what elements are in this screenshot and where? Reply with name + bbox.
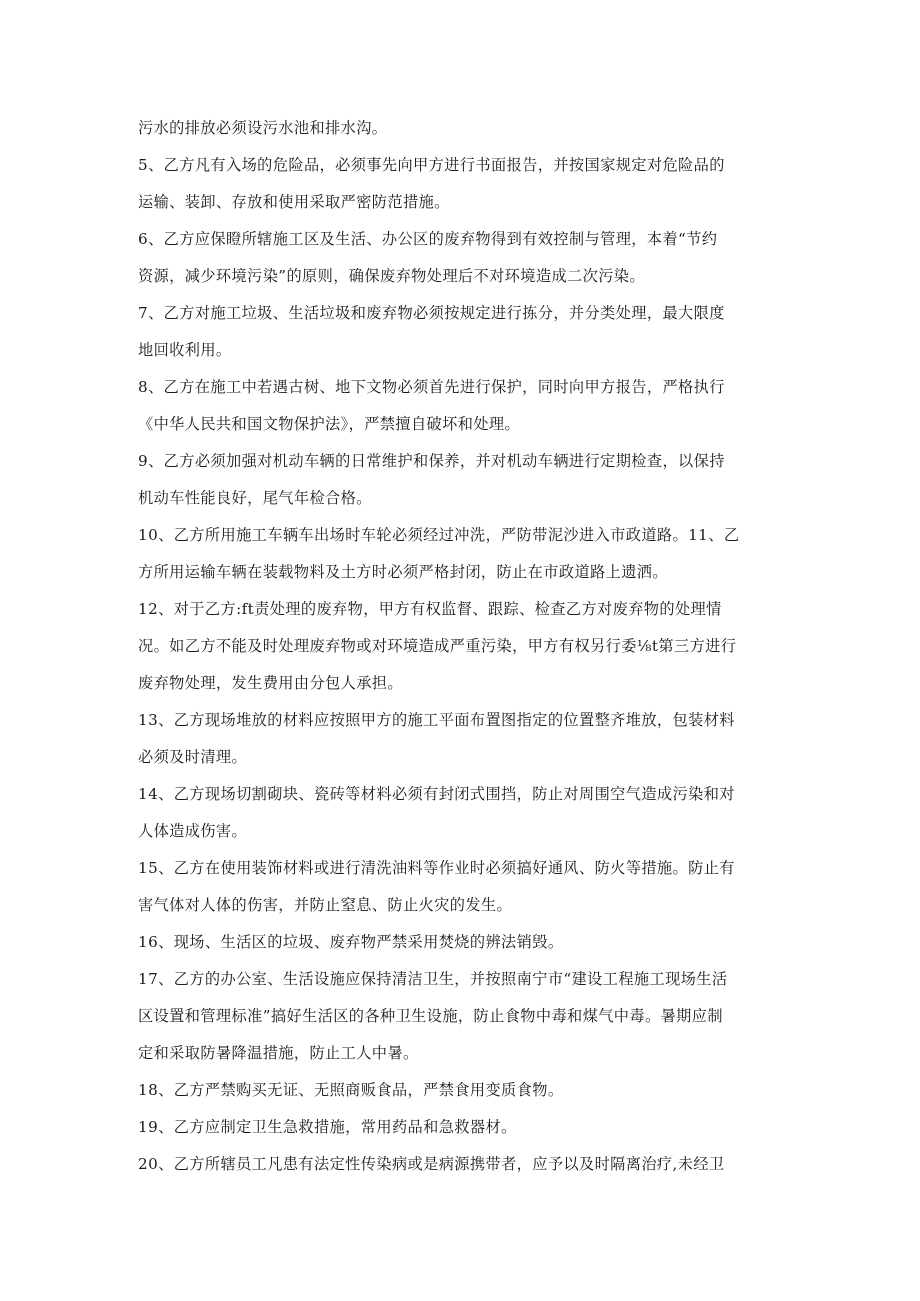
text-line: 18、乙方严禁购买无证、无照商贩食品，严禁食用变质食物。 bbox=[138, 1081, 564, 1099]
text-line: 15、乙方在使用装饰材料或进行清洗油料等作业时必须搞好通风、防火等措施。防止有 bbox=[138, 859, 735, 877]
text-line: 14、乙方现场切割砌块、瓷砖等材料必须有封闭式围挡，防止对周围空气造成污染和对 bbox=[138, 785, 735, 803]
text-line: 方所用运输车辆在装载物料及土方时必须严格封闭，防止在市政道路上遗洒。 bbox=[138, 563, 668, 581]
text-line: 必须及时清理。 bbox=[138, 748, 248, 766]
text-line: 7、乙方对施工垃圾、生活垃圾和废弃物必须按规定进行拣分，并分类处理，最大限度 bbox=[138, 304, 725, 322]
text-line: 况。如乙方不能及时处理废弃物或对环境造成严重污染，甲方有权另行委⅛t第三方进行 bbox=[138, 637, 737, 655]
text-line: 13、乙方现场堆放的材料应按照甲方的施工平面布置图指定的位置整齐堆放，包装材料 bbox=[138, 711, 735, 729]
text-line: 污水的排放必须设污水池和排水沟。 bbox=[138, 119, 388, 137]
text-line: 17、乙方的办公室、生活设施应保持清洁卫生，并按照南宁市“建设工程施工现场生活 bbox=[138, 970, 728, 988]
text-line: 5、乙方凡有入场的危险品，必须事先向甲方进行书面报告，并按国家规定对危险品的 bbox=[138, 156, 725, 174]
text-line: 定和采取防暑降温措施，防止工人中暑。 bbox=[138, 1044, 419, 1062]
text-line: 害气体对人体的伤害，并防止窒息、防止火灾的发生。 bbox=[138, 896, 513, 914]
text-line: 资源，减少环境污染”的原则，确保废弃物处理后不对环境造成二次污染。 bbox=[138, 267, 645, 285]
text-line: 10、乙方所用施工车辆车出场时车轮必须经过冲洗，严防带泥沙进入市政道路。11、乙 bbox=[138, 526, 740, 544]
text-line: 19、乙方应制定卫生急救措施，常用药品和急救器材。 bbox=[138, 1118, 517, 1136]
text-line: 6、乙方应保瞪所辖施工区及生活、办公区的废弃物得到有效控制与管理，本着“节约 bbox=[138, 230, 718, 248]
text-line: 废弃物处理，发生费用由分包人承担。 bbox=[138, 674, 403, 692]
text-line: 20、乙方所辖员工凡患有法定性传染病或是病源携带者，应予以及时隔离治疗,未经卫 bbox=[138, 1155, 725, 1173]
text-line: 《中华人民共和国文物保护法》，严禁擅自破坏和处理。 bbox=[138, 415, 521, 433]
text-line: 8、乙方在施工中若遇古树、地下文物必须首先进行保护，同时向甲方报告，严格执行 bbox=[138, 378, 725, 396]
text-line: 机动车性能良好，尾气年检合格。 bbox=[138, 489, 372, 507]
text-line: 16、现场、生活区的垃圾、废弃物严禁采用焚烧的辨法销毁。 bbox=[138, 933, 564, 951]
document-body bbox=[138, 110, 788, 1183]
text-line: 地回收利用。 bbox=[138, 341, 232, 359]
text-line: 区设置和管理标准”搞好生活区的各种卫生设施，防止食物中毒和煤气中毒。暑期应制 bbox=[138, 1007, 723, 1025]
text-line: 9、乙方必须加强对机动车辆的日常维护和保养，并对机动车辆进行定期检查，以保持 bbox=[138, 452, 725, 470]
text-line: 人体造成伤害。 bbox=[138, 822, 248, 840]
text-line: 运输、装卸、存放和使用采取严密防范措施。 bbox=[138, 193, 450, 211]
text-line: 12、对于乙方:ft责处理的废弃物，甲方有权监督、跟踪、检查乙方对废弃物的处理情 bbox=[138, 600, 722, 618]
